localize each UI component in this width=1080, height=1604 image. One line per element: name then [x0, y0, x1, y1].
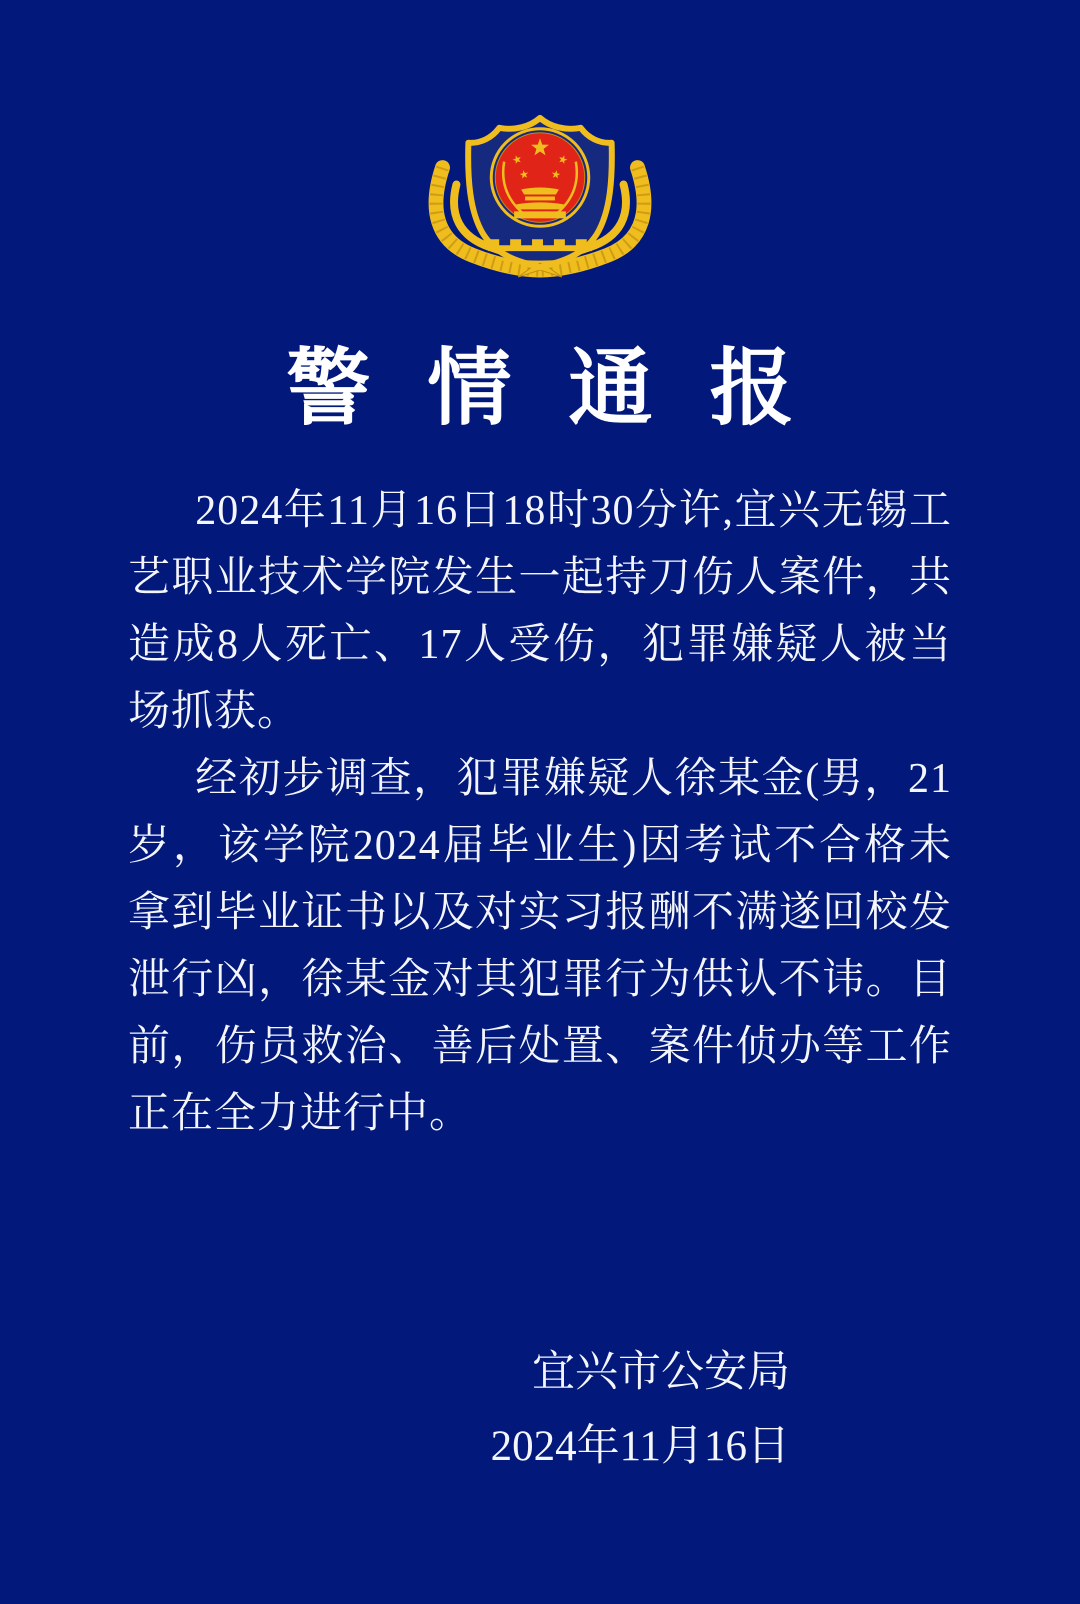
notice-paragraph-2: 经初步调查，犯罪嫌疑人徐某金(男，21 岁，该学院2024届毕业生)因考试不合格未拿到毕业证书以及对实习报酬不满遂回校发泄行凶，徐某金对其犯罪行为供认不讳。目前，伤员救治、善后处置、案件侦办等工作正在全力进行中。 — [128, 756, 952, 1137]
notice-paragraph-1: 2024年11月16日18时30分许,宜兴无锡工艺职业技术学院发生一起持刀伤人案件，共造成8人死亡、17人受伤，犯罪嫌疑人被当场抓获。 — [128, 488, 952, 735]
notice-title: 警情通报 — [286, 343, 851, 436]
issuing-agency: 宜兴市公安局 — [532, 1349, 790, 1396]
police-badge-emblem — [420, 90, 660, 284]
issue-date: 2024年11月16日 — [490, 1423, 790, 1470]
police-badge-icon — [420, 90, 660, 284]
notice-body — [0, 478, 1080, 1148]
signature-block — [0, 1336, 1080, 1484]
